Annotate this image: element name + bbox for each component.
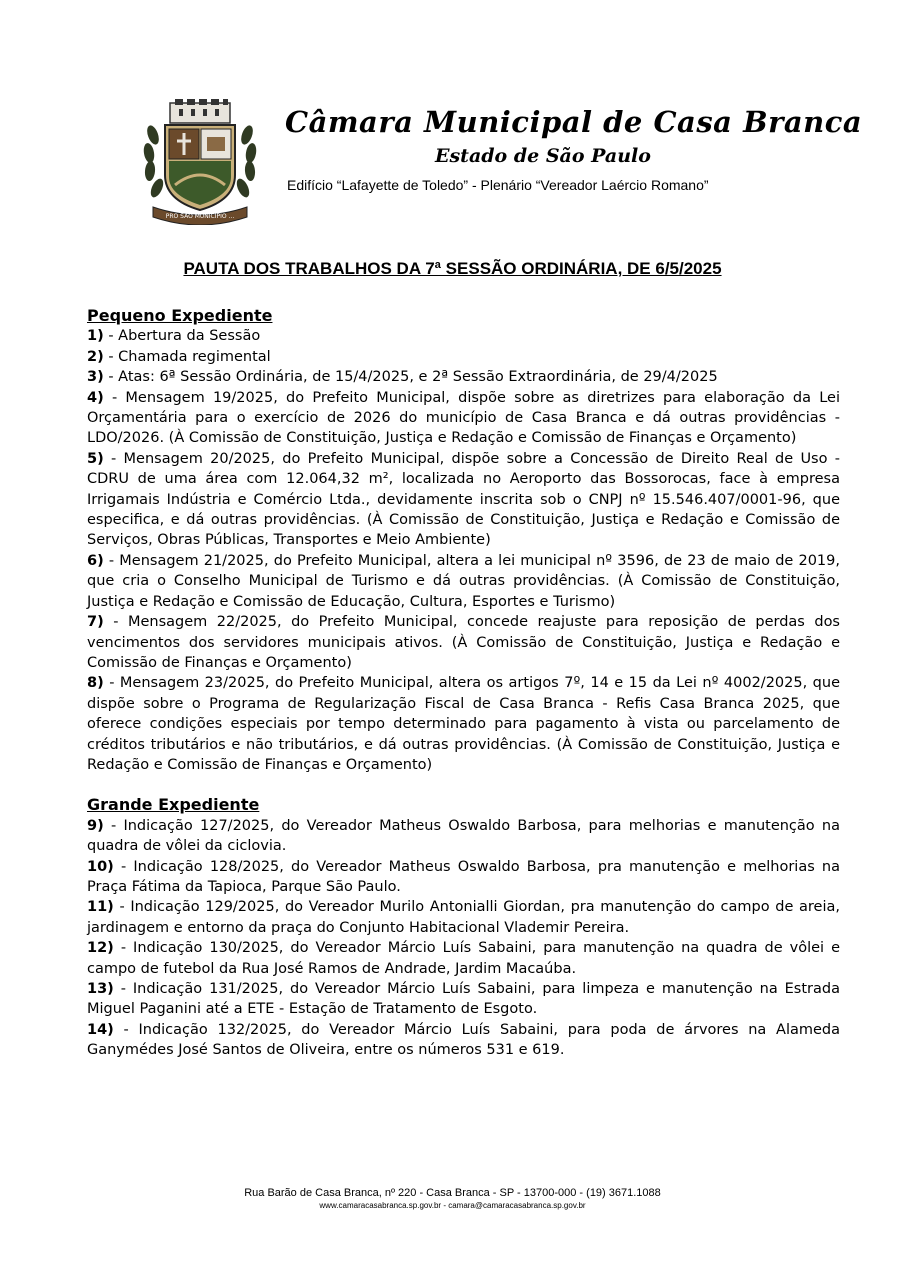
agenda-item [87, 388, 840, 449]
item-number: 11) [87, 899, 114, 916]
svg-text:PRO SÃO MUNICÍPIO ...: PRO SÃO MUNICÍPIO ... [165, 213, 235, 220]
agenda-item [87, 367, 840, 387]
organization-name: Câmara Municipal de Casa Branca [285, 105, 863, 139]
organization-state: Estado de São Paulo [435, 145, 651, 167]
agenda-item [87, 897, 840, 938]
item-text: - Mensagem 19/2025, do Prefeito Municipal, dispõe sobre as diretrizes para elaboração da Lei Orçamentária para o exercício de 2026 do município de Casa Branca e dá outras providências - LDO/2026. (À Comissão de Constituição, Justiça e Redação e Comissão de Finanças e Orçamento) [87, 389, 840, 447]
item-number: 14) [87, 1021, 114, 1038]
section-spacer [87, 775, 840, 795]
item-text: - Atas: 6ª Sessão Ordinária, de 15/4/2025, e 2ª Sessão Extraordinária, de 29/4/2025 [103, 369, 718, 386]
item-number: 8) [87, 675, 104, 692]
agenda-item [87, 612, 840, 673]
agenda-item [87, 979, 840, 1020]
organization-building: Edifício “Lafayette de Toledo” - Plenário “Vereador Laércio Romano” [287, 177, 709, 193]
item-number: 3) [87, 369, 104, 386]
section-heading-grande-expediente: Grande Expediente [87, 795, 260, 815]
item-number: 10) [87, 858, 114, 875]
agenda-item [87, 326, 840, 346]
agenda-item [87, 673, 840, 775]
agenda-item [87, 938, 840, 979]
agenda-content [87, 306, 840, 1061]
item-text: - Mensagem 22/2025, do Prefeito Municipal, concede reajuste para reposição de perdas dos vencimentos dos servidores municipais ativos. (À Comissão de Constituição, Justiça e Redação e Comissão de Finanças e Orçamento) [87, 614, 840, 671]
item-number: 13) [87, 981, 114, 997]
item-number: 9) [87, 817, 104, 834]
agenda-item [87, 347, 840, 367]
agenda-item [87, 816, 840, 857]
item-number: 6) [87, 552, 104, 569]
item-text: - Indicação 132/2025, do Vereador Márcio Luís Sabaini, para poda de árvores na Alameda Ganymédes José Santos de Oliveira, entre os números 531 e 619. [87, 1021, 840, 1059]
item-number: 2) [87, 348, 104, 365]
item-number: 1) [87, 328, 104, 345]
item-text: - Indicação 131/2025, do Vereador Márcio Luís Sabaini, para limpeza e manutenção na Estrada Miguel Paganini até a ETE - Estação de Tratamento de Esgoto. [87, 981, 840, 1018]
page-footer [0, 1187, 905, 1210]
municipal-crest-logo [135, 95, 265, 225]
item-text: - Chamada regimental [103, 348, 271, 365]
document-title: PAUTA DOS TRABALHOS DA 7ª SESSÃO ORDINÁRIA, DE 6/5/2025 [183, 259, 722, 278]
item-number: 4) [87, 389, 104, 406]
item-number: 7) [87, 614, 104, 631]
item-text: - Indicação 129/2025, do Vereador Murilo Antonialli Giordan, pra manutenção do campo de areia, jardinagem e entorno da praça do Conjunto Habitacional Vlademir Pereira. [87, 899, 840, 936]
item-text: - Mensagem 23/2025, do Prefeito Municipal, altera os artigos 7º, 14 e 15 da Lei nº 4002/2025, que dispõe sobre o Programa de Regularização Fiscal de Casa Branca - Refis Casa Branca 2025, que oferece condições especiais por tempo determinado para pagamento à vista ou parcelamento de créditos tributários e não tributários, e dá outras providências. (À Comissão de Constituição, Justiça e Redação e Comissão de Finanças e Orçamento) [87, 675, 840, 773]
agenda-item [87, 1020, 840, 1061]
item-text: - Mensagem 20/2025, do Prefeito Municipal, dispõe sobre a Concessão de Direito Real de Uso - CDRU de uma área com 12.064,32 m², localizada no Aeroporto das Bossorocas, face à empresa Irrigamais Indústria e Comércio Ltda., devidamente inscrita sob o CNPJ nº 15.546.407/0001-96, que especifica, e dá outras providências. (À Comissão de Constituição, Justiça e Redação e Comissão de Serviços, Obras Públicas, Transportes e Meio Ambiente) [87, 450, 840, 549]
item-number: 5) [87, 450, 104, 467]
section-heading-pequeno-expediente: Pequeno Expediente [87, 306, 273, 325]
letterhead [135, 95, 863, 225]
agenda-item [87, 551, 840, 612]
footer-address: Rua Barão de Casa Branca, nº 220 - Casa Branca - SP - 13700-000 - (19) 3671.1088 [244, 1187, 661, 1199]
agenda-item [87, 857, 840, 898]
item-text: - Mensagem 21/2025, do Prefeito Municipal, altera a lei municipal nº 3596, de 23 de maio de 2019, que cria o Conselho Municipal de Turismo e dá outras providências. (À Comissão de Constituição, Justiça e Redação e Comissão de Educação, Cultura, Esportes e Turismo) [87, 552, 840, 610]
item-text: - Indicação 127/2025, do Vereador Matheus Oswaldo Barbosa, para melhorias e manutenção na quadra de vôlei da ciclovia. [87, 817, 840, 855]
footer-website-email: www.camaracasabranca.sp.gov.br - camara@camaracasabranca.sp.gov.br [319, 1201, 586, 1210]
agenda-item [87, 449, 840, 551]
item-text: - Abertura da Sessão [103, 328, 261, 345]
item-text: - Indicação 128/2025, do Vereador Matheus Oswaldo Barbosa, pra manutenção e melhorias na Praça Fátima da Tapioca, Parque São Paulo. [87, 858, 840, 895]
item-number: 12) [87, 940, 114, 957]
item-text: - Indicação 130/2025, do Vereador Márcio Luís Sabaini, para manutenção na quadra de vôlei e campo de futebol da Rua José Ramos de Andrade, Jardim Macaúba. [87, 940, 840, 977]
